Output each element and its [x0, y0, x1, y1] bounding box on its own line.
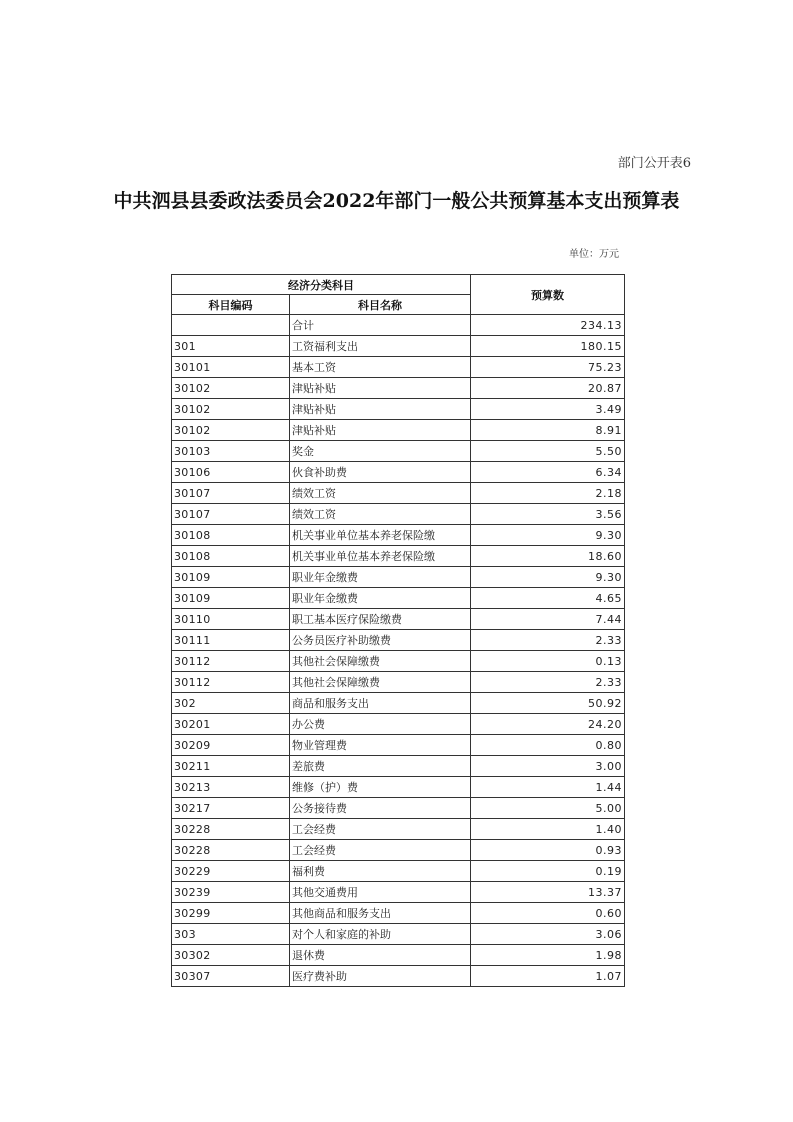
code-cell: 30107: [172, 504, 290, 525]
amount-cell: 0.60: [471, 903, 625, 924]
code-cell: 30302: [172, 945, 290, 966]
table-row: [172, 735, 625, 756]
code-cell: 30211: [172, 756, 290, 777]
amount-cell: 2.33: [471, 630, 625, 651]
table-row: [172, 672, 625, 693]
unit-label: 单位：万元: [569, 249, 619, 260]
table-row: [172, 945, 625, 966]
name-cell: 绩效工资: [290, 483, 471, 504]
name-cell: 商品和服务支出: [290, 693, 471, 714]
table-row: [172, 924, 625, 945]
budget-table: [171, 274, 625, 987]
amount-cell: 1.07: [471, 966, 625, 987]
amount-cell: 50.92: [471, 693, 625, 714]
amount-cell: 5.00: [471, 798, 625, 819]
table-row: [172, 819, 625, 840]
table-row: [172, 882, 625, 903]
code-cell: 30109: [172, 588, 290, 609]
name-cell: 津贴补贴: [290, 420, 471, 441]
code-cell: [172, 315, 290, 336]
code-cell: 30209: [172, 735, 290, 756]
amount-cell: 0.93: [471, 840, 625, 861]
code-cell: 30112: [172, 651, 290, 672]
name-cell: 职工基本医疗保险缴费: [290, 609, 471, 630]
amount-cell: 13.37: [471, 882, 625, 903]
table-row: [172, 693, 625, 714]
group-header: 经济分类科目: [172, 275, 471, 295]
table-row: [172, 903, 625, 924]
name-cell: 退休费: [290, 945, 471, 966]
table-row: [172, 399, 625, 420]
amount-cell: 2.33: [471, 672, 625, 693]
table-row: [172, 357, 625, 378]
code-cell: 30102: [172, 378, 290, 399]
code-cell: 30213: [172, 777, 290, 798]
code-cell: 30101: [172, 357, 290, 378]
table-row: [172, 483, 625, 504]
amount-cell: 234.13: [471, 315, 625, 336]
code-cell: 30102: [172, 399, 290, 420]
name-cell: 奖金: [290, 441, 471, 462]
code-cell: 30112: [172, 672, 290, 693]
amount-cell: 1.40: [471, 819, 625, 840]
name-cell: 办公费: [290, 714, 471, 735]
code-cell: 30109: [172, 567, 290, 588]
code-cell: 30102: [172, 420, 290, 441]
amount-cell: 1.98: [471, 945, 625, 966]
name-cell: 基本工资: [290, 357, 471, 378]
table-row: [172, 630, 625, 651]
code-cell: 30217: [172, 798, 290, 819]
name-cell: 对个人和家庭的补助: [290, 924, 471, 945]
code-cell: 30110: [172, 609, 290, 630]
table-row: [172, 462, 625, 483]
amount-cell: 4.65: [471, 588, 625, 609]
table-row: [172, 756, 625, 777]
table-row: [172, 420, 625, 441]
table-row: [172, 546, 625, 567]
code-cell: 30201: [172, 714, 290, 735]
name-cell: 医疗费补助: [290, 966, 471, 987]
name-cell: 伙食补助费: [290, 462, 471, 483]
code-cell: 30108: [172, 546, 290, 567]
document-label: 部门公开表6: [617, 156, 691, 171]
name-cell: 其他社会保障缴费: [290, 672, 471, 693]
amount-cell: 75.23: [471, 357, 625, 378]
code-cell: 30107: [172, 483, 290, 504]
name-cell: 合计: [290, 315, 471, 336]
name-cell: 维修（护）费: [290, 777, 471, 798]
name-cell: 职业年金缴费: [290, 567, 471, 588]
table-row: [172, 714, 625, 735]
amount-cell: 7.44: [471, 609, 625, 630]
code-cell: 30228: [172, 840, 290, 861]
amount-cell: 2.18: [471, 483, 625, 504]
table-row: [172, 567, 625, 588]
table-row: [172, 378, 625, 399]
amount-cell: 9.30: [471, 567, 625, 588]
name-cell: 工资福利支出: [290, 336, 471, 357]
name-cell: 物业管理费: [290, 735, 471, 756]
code-cell: 301: [172, 336, 290, 357]
name-cell: 机关事业单位基本养老保险缴: [290, 546, 471, 567]
table-row: [172, 840, 625, 861]
table-row: [172, 861, 625, 882]
table-row: [172, 777, 625, 798]
amount-header: 预算数: [471, 275, 625, 315]
amount-cell: 6.34: [471, 462, 625, 483]
table-row: [172, 525, 625, 546]
amount-cell: 3.49: [471, 399, 625, 420]
amount-cell: 18.60: [471, 546, 625, 567]
table-row: [172, 504, 625, 525]
amount-cell: 20.87: [471, 378, 625, 399]
name-cell: 绩效工资: [290, 504, 471, 525]
code-cell: 30229: [172, 861, 290, 882]
amount-cell: 1.44: [471, 777, 625, 798]
name-cell: 工会经费: [290, 819, 471, 840]
code-cell: 30228: [172, 819, 290, 840]
page-title: 中共泗县县委政法委员会2022年部门一般公共预算基本支出预算表: [113, 190, 680, 212]
table-row: [172, 441, 625, 462]
name-cell: 差旅费: [290, 756, 471, 777]
amount-cell: 9.30: [471, 525, 625, 546]
amount-cell: 8.91: [471, 420, 625, 441]
name-cell: 津贴补贴: [290, 399, 471, 420]
code-header: 科目编码: [172, 295, 290, 315]
amount-cell: 24.20: [471, 714, 625, 735]
name-cell: 公务接待费: [290, 798, 471, 819]
table-row: [172, 588, 625, 609]
table-row: [172, 966, 625, 987]
name-cell: 津贴补贴: [290, 378, 471, 399]
code-cell: 30111: [172, 630, 290, 651]
code-cell: 30103: [172, 441, 290, 462]
name-cell: 职业年金缴费: [290, 588, 471, 609]
table-row: [172, 336, 625, 357]
table-row: [172, 609, 625, 630]
code-cell: 303: [172, 924, 290, 945]
name-cell: 工会经费: [290, 840, 471, 861]
code-cell: 302: [172, 693, 290, 714]
code-cell: 30299: [172, 903, 290, 924]
table-row: [172, 798, 625, 819]
code-cell: 30307: [172, 966, 290, 987]
name-cell: 福利费: [290, 861, 471, 882]
code-cell: 30106: [172, 462, 290, 483]
code-cell: 30239: [172, 882, 290, 903]
code-cell: 30108: [172, 525, 290, 546]
name-header: 科目名称: [290, 295, 471, 315]
name-cell: 机关事业单位基本养老保险缴: [290, 525, 471, 546]
amount-cell: 5.50: [471, 441, 625, 462]
amount-cell: 3.56: [471, 504, 625, 525]
amount-cell: 180.15: [471, 336, 625, 357]
amount-cell: 0.13: [471, 651, 625, 672]
table-row: [172, 315, 625, 336]
name-cell: 公务员医疗补助缴费: [290, 630, 471, 651]
amount-cell: 3.00: [471, 756, 625, 777]
table-row: [172, 651, 625, 672]
name-cell: 其他社会保障缴费: [290, 651, 471, 672]
table-body: [172, 315, 625, 987]
name-cell: 其他商品和服务支出: [290, 903, 471, 924]
amount-cell: 0.19: [471, 861, 625, 882]
amount-cell: 3.06: [471, 924, 625, 945]
amount-cell: 0.80: [471, 735, 625, 756]
name-cell: 其他交通费用: [290, 882, 471, 903]
